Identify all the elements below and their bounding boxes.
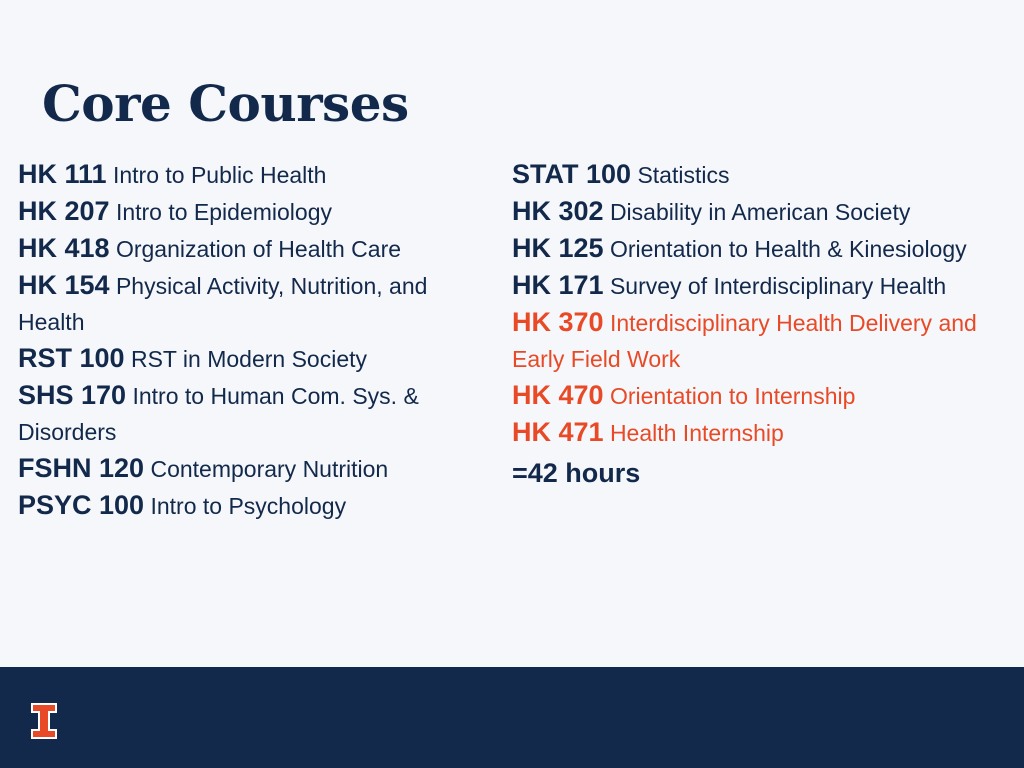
block-i-logo-icon	[31, 703, 57, 739]
course-name: Survey of Interdisciplinary Health	[609, 273, 947, 299]
course-name: RST in Modern Society	[130, 346, 368, 372]
course-item	[18, 377, 496, 450]
course-item	[512, 193, 1012, 230]
course-name: Intro to Human Com. Sys. & Disorders	[18, 383, 419, 445]
left-course-list	[18, 156, 496, 524]
course-code: PSYC 100	[18, 490, 145, 520]
course-item	[512, 414, 1012, 451]
course-item	[18, 156, 496, 193]
course-item	[18, 267, 496, 340]
page-title: Core Courses	[42, 74, 409, 133]
course-code: HK 207	[18, 196, 110, 226]
course-item	[512, 267, 1012, 304]
course-name: Intro to Psychology	[150, 493, 347, 519]
course-item	[512, 156, 1012, 193]
course-name: Organization of Health Care	[115, 236, 402, 262]
course-code: FSHN 120	[18, 453, 145, 483]
footer-bar	[0, 667, 1024, 768]
course-item	[512, 230, 1012, 267]
course-code: HK 154	[18, 270, 110, 300]
total-hours: =42 hours	[512, 458, 641, 488]
course-code: RST 100	[18, 343, 125, 373]
right-course-list	[512, 156, 1012, 495]
course-item	[18, 340, 496, 377]
course-name: Orientation to Internship	[609, 383, 856, 409]
course-item	[18, 450, 496, 487]
course-name: Contemporary Nutrition	[150, 456, 389, 482]
course-name: Health Internship	[609, 420, 784, 446]
course-name: Interdisciplinary Health Delivery and Early Field Work	[512, 310, 977, 372]
course-code: HK 111	[18, 159, 107, 189]
course-code: HK 471	[512, 417, 604, 447]
course-item	[18, 230, 496, 267]
course-code: HK 171	[512, 270, 604, 300]
course-code: STAT 100	[512, 159, 632, 189]
course-code: HK 418	[18, 233, 110, 263]
course-code: HK 302	[512, 196, 604, 226]
course-name: Statistics	[637, 162, 730, 188]
course-name: Intro to Epidemiology	[115, 199, 333, 225]
course-item	[512, 377, 1012, 414]
course-item	[18, 193, 496, 230]
course-item	[18, 487, 496, 524]
course-item	[512, 304, 1012, 377]
course-code: HK 125	[512, 233, 604, 263]
course-name: Physical Activity, Nutrition, and Health	[18, 273, 428, 335]
course-code: HK 370	[512, 307, 604, 337]
course-name: Intro to Public Health	[112, 162, 327, 188]
course-name: Orientation to Health & Kinesiology	[609, 236, 967, 262]
course-name: Disability in American Society	[609, 199, 911, 225]
course-code: HK 470	[512, 380, 604, 410]
course-code: SHS 170	[18, 380, 127, 410]
